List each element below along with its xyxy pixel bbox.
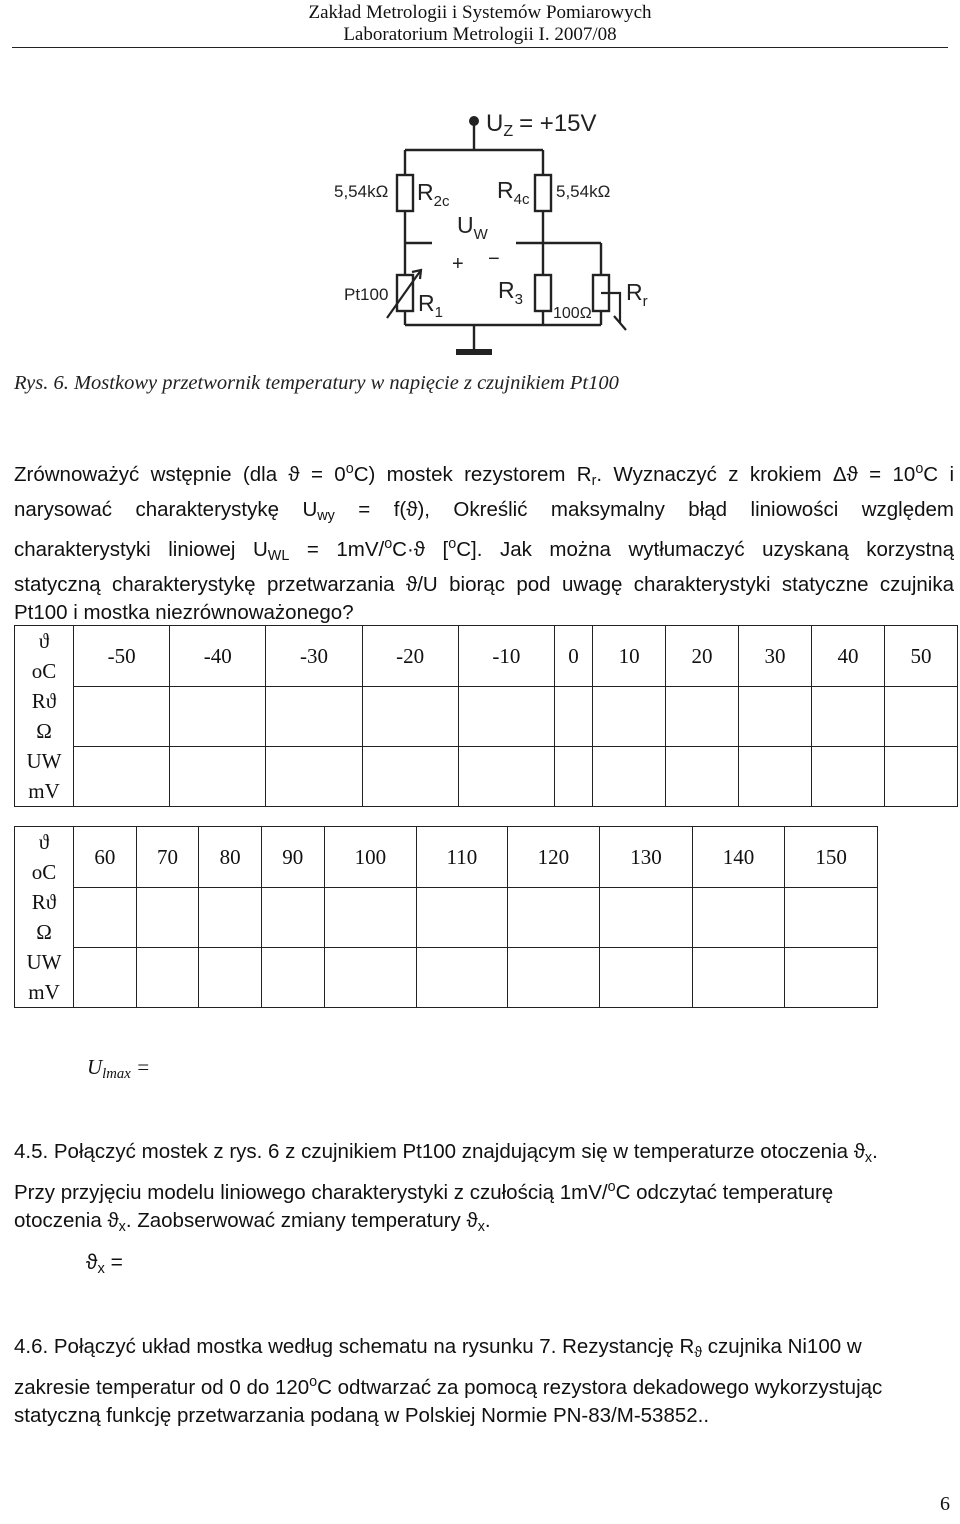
table1-temp-cell: -40	[170, 626, 266, 687]
table2-temp-cell: 90	[261, 827, 324, 888]
table1-resistance-cell	[811, 687, 884, 747]
r3-label: $R_3$	[498, 277, 523, 308]
table1-resistance-cell	[266, 687, 362, 747]
task-line-3: charakterystyki liniowej $U_{WL} = 1mV/^oC\cdot ϑ$ [$^o$C]. Jak można wytłumaczyć uzyskaną korzystną	[14, 536, 955, 564]
section-4-5	[14, 1138, 954, 1242]
ulmax-field: $U_{lmax}$ =	[87, 1055, 151, 1082]
table2-resistance-cell	[692, 888, 785, 948]
theta-x-field: $ϑ_x$ =	[86, 1251, 123, 1277]
table2-resistance-cell	[785, 888, 878, 948]
table1-voltage-cell	[811, 747, 884, 807]
table2-temp-cell: 60	[74, 827, 137, 888]
table2-voltage-cell	[199, 948, 262, 1008]
r3-resistor	[535, 275, 551, 311]
supply-terminal	[469, 116, 479, 126]
r1-label: $R_1$	[418, 290, 443, 321]
figure-caption: Rys. 6. Mostkowy przetwornik temperatury w napięcie z czujnikiem Pt100	[14, 372, 619, 394]
table2-temp-cell: 140	[692, 827, 785, 888]
table2-voltage-cell	[692, 948, 785, 1008]
table1-resistance-cell	[666, 687, 739, 747]
table1-temp-cell: -10	[458, 626, 554, 687]
table2-resistance-cell	[261, 888, 324, 948]
section-4-5-line-3: otoczenia $ϑ_x$. Zaobserwować zmiany temperatury $ϑ_x$.	[14, 1209, 491, 1235]
r4c-value: 5,54kΩ	[556, 182, 611, 201]
table1-voltage-cell	[458, 747, 554, 807]
plus-sign: +	[452, 253, 464, 275]
table2-voltage-cell	[136, 948, 199, 1008]
table1-resistance-cell	[362, 687, 458, 747]
table1-voltage-cell	[74, 747, 170, 807]
table2-voltage-cell	[74, 948, 137, 1008]
table1-resistance-cell	[170, 687, 266, 747]
table1-resistance-cell	[554, 687, 592, 747]
task-line-5: Pt100 i mostka niezrównoważonego?	[14, 601, 354, 624]
table1-resistance-cell	[884, 687, 957, 747]
table2-resistance-cell	[74, 888, 137, 948]
table2-resistance-cell	[136, 888, 199, 948]
table1-resistance-cell	[739, 687, 812, 747]
table1-temp-cell: 10	[593, 626, 666, 687]
table1-voltage-cell	[266, 747, 362, 807]
table1-temp-cell: 20	[666, 626, 739, 687]
table2-resistance-cell	[600, 888, 693, 948]
table2-row-labels: ϑ oC Rϑ Ω UW mV	[15, 827, 74, 1008]
task-line-2: narysować charakterystykę $U_{wy} = f(ϑ)$, Określić maksymalny błąd liniowości względem	[14, 497, 954, 524]
r2c-resistor	[397, 175, 413, 211]
table2-temp-cell: 130	[600, 827, 693, 888]
table1-voltage-cell	[593, 747, 666, 807]
supply-label: $U_Z = +15V$	[486, 110, 597, 140]
table2-temp-cell: 80	[199, 827, 262, 888]
rr-label: $R_r$	[626, 279, 648, 310]
task-line-1: Zrównoważyć wstępnie (dla $ϑ = 0^oC$) mostek rezystorem $R_r$. Wyznaczyć z krokiem $\Delta ϑ = 10^oC$ i	[14, 461, 954, 489]
page-number: 6	[940, 1493, 950, 1515]
table2-temp-cell: 70	[136, 827, 199, 888]
table1-voltage-cell	[362, 747, 458, 807]
measurement-table-1	[14, 625, 958, 807]
table2-resistance-cell	[417, 888, 507, 948]
table1-row-labels: ϑ oC Rϑ Ω UW mV	[15, 626, 74, 807]
table2-resistance-cell	[324, 888, 417, 948]
section-4-6	[14, 1333, 954, 1431]
table2-voltage-cell	[324, 948, 417, 1008]
table1-temp-cell: 30	[739, 626, 812, 687]
table2-voltage-cell	[261, 948, 324, 1008]
table1-voltage-cell	[884, 747, 957, 807]
pt100-label: Pt100	[344, 285, 389, 304]
table2-resistance-cell	[199, 888, 262, 948]
table2-temp-cell: 110	[417, 827, 507, 888]
header-rule	[12, 47, 948, 48]
table1-resistance-cell	[458, 687, 554, 747]
header-line-2: Laboratorium Metrologii I. 2007/08	[343, 24, 617, 45]
table1-voltage-cell	[666, 747, 739, 807]
table1-temp-cell: -20	[362, 626, 458, 687]
section-4-5-line-1: 4.5. Połączyć mostek z rys. 6 z czujnikiem Pt100 znajdującym się w temperaturze otoczenia $ϑ_x$.	[14, 1140, 878, 1166]
r2c-label: $R_{2c}$	[417, 179, 450, 210]
table1-voltage-cell	[739, 747, 812, 807]
table1-temp-cell: 0	[554, 626, 592, 687]
table2-voltage-cell	[417, 948, 507, 1008]
table2-resistance-cell	[507, 888, 600, 948]
uw-label: $U_W$	[457, 212, 488, 243]
table1-resistance-cell	[74, 687, 170, 747]
task-paragraph	[14, 455, 954, 628]
bridge-circuit-diagram	[0, 95, 960, 370]
table1-temp-cell: 40	[811, 626, 884, 687]
table1-temp-cell: 50	[884, 626, 957, 687]
table1-temp-cell: -50	[74, 626, 170, 687]
task-line-4: statyczną charakterystykę przetwarzania ϑ/U biorąc pod uwagę charakterystyki statyczne czujnika	[14, 572, 954, 596]
header-line-1: Zakład Metrologii i Systemów Pomiarowych	[308, 2, 652, 23]
r4c-label: $R_{4c}$	[497, 177, 530, 208]
table2-voltage-cell	[785, 948, 878, 1008]
measurement-table-2	[14, 826, 878, 1008]
ground-symbol	[456, 349, 492, 355]
table2-temp-cell: 100	[324, 827, 417, 888]
table1-temp-cell: -30	[266, 626, 362, 687]
table2-temp-cell: 150	[785, 827, 878, 888]
table1-voltage-cell	[170, 747, 266, 807]
r3-value: 100Ω	[553, 305, 592, 322]
section-4-6-line-1: 4.6. Połączyć układ mostka według schematu na rysunku 7. Rezystancję $R_ϑ$ czujnika Ni100 w	[14, 1335, 862, 1361]
section-4-6-line-3: statyczną funkcję przetwarzania podaną w Polskiej Normie PN-83/M-53852..	[14, 1404, 710, 1427]
table1-resistance-cell	[593, 687, 666, 747]
section-4-5-line-2: Przy przyjęciu modelu liniowego charakterystyki z czułością 1mV/$^o$C odczytać temperaturę	[14, 1178, 834, 1204]
table2-voltage-cell	[507, 948, 600, 1008]
r2c-value: 5,54kΩ	[334, 182, 389, 201]
section-4-6-line-2: zakresie temperatur od 0 do 120$^o$C odtwarzać za pomocą rezystora dekadowego wykorzystując	[14, 1373, 883, 1399]
minus-sign: −	[488, 248, 500, 270]
table1-voltage-cell	[554, 747, 592, 807]
r4c-resistor	[535, 175, 551, 211]
table2-temp-cell: 120	[507, 827, 600, 888]
table2-voltage-cell	[600, 948, 693, 1008]
